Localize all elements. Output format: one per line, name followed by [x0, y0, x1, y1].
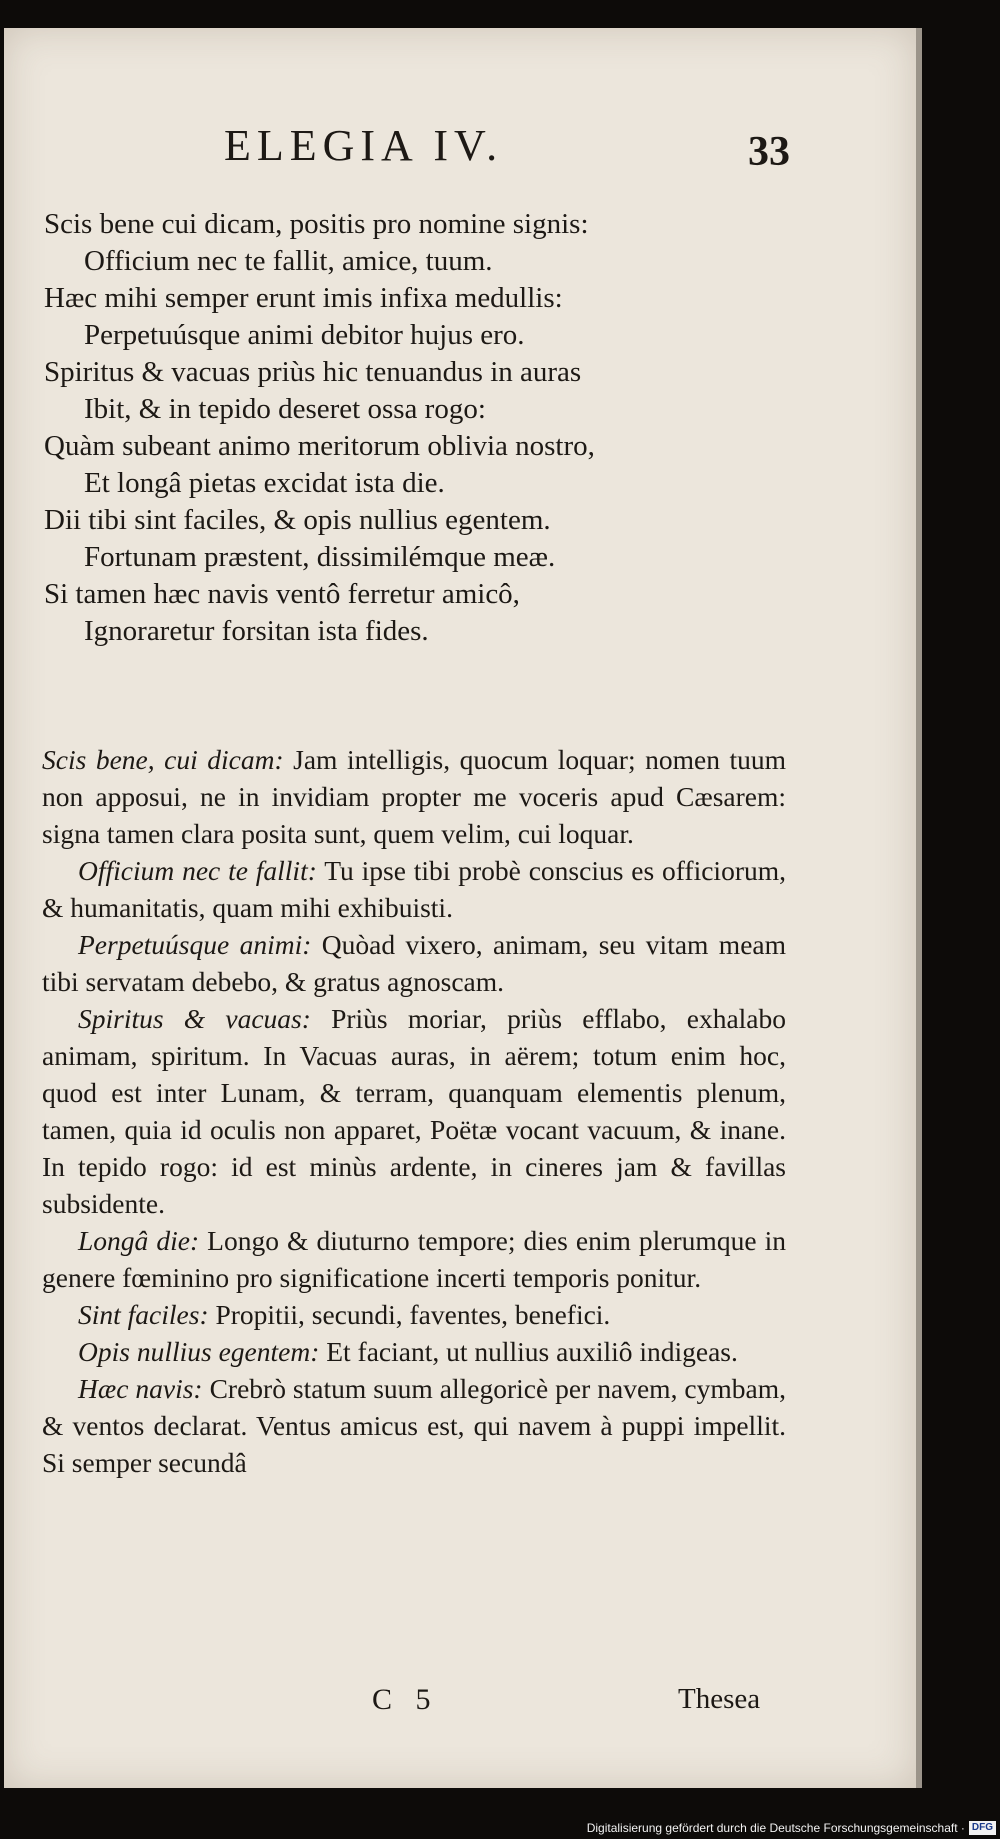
commentary-note: [42, 1333, 786, 1370]
note-lemma: Scis bene, cui dicam:: [42, 744, 284, 775]
verse-line: Hæc mihi semper erunt imis infixa medullis:: [44, 282, 563, 314]
note-text: Jam intelligis, quocum loquar; nomen tuum non apposui, ne in invidiam propter me voceris apud Cæsarem: signa tamen clara posita sunt, quem velim, cui loquar.: [42, 744, 787, 849]
verse-line: Fortunam præstent, dissimilémque meæ.: [84, 541, 556, 573]
commentary-note: [42, 926, 786, 1000]
digitization-credit: [587, 1819, 996, 1837]
note-lemma: Perpetuúsque animi:: [78, 929, 312, 960]
verse-line: Spiritus & vacuas priùs hic tenuandus in auras: [44, 356, 582, 388]
commentary-note: [42, 1000, 786, 1222]
verse-line: Officium nec te fallit, amice, tuum.: [84, 245, 493, 277]
page-footer: [4, 1683, 916, 1733]
catchword: Thesea: [678, 1683, 761, 1715]
note-text: Tu ipse tibi probè conscius es officiorum, & humanitatis, quam mihi exhibuisti.: [42, 855, 786, 923]
verse-line: Scis bene cui dicam, positis pro nomine signis:: [44, 208, 589, 240]
book-page: [4, 28, 916, 1788]
note-text: Et faciant, ut nullius auxiliô indigeas.: [326, 1336, 738, 1367]
note-text: Crebrò statum suum allegoricè per navem, cymbam, & ventos declarat. Ventus amicus est, qui navem à puppi impellit. Si semper secundâ: [42, 1373, 786, 1478]
credit-text: Digitalisierung gefördert durch die Deutsche Forschungsgemeinschaft ·: [586, 1821, 965, 1835]
verse-line: Perpetuúsque animi debitor hujus ero.: [84, 319, 525, 351]
running-title: ELEGIA IV.: [224, 121, 504, 170]
note-lemma: Longâ die:: [78, 1225, 200, 1256]
verse-line: Ibit, & in tepido deseret ossa rogo:: [84, 393, 486, 425]
signature-mark: C 5: [372, 1683, 439, 1716]
note-lemma: Spiritus & vacuas:: [78, 1003, 311, 1034]
poem-text: [44, 206, 904, 650]
verse-line: Si tamen hæc navis ventô ferretur amicô,: [44, 578, 520, 610]
commentary-note: [42, 1222, 786, 1296]
dfg-logo-icon: DFG: [969, 1821, 996, 1835]
page-edge: [916, 28, 922, 1788]
note-text: Propitii, secundi, faventes, benefici.: [215, 1299, 611, 1330]
note-text: Longo & diuturno tempore; dies enim plerumque in genere fœminino pro significatione incerti temporis ponitur.: [42, 1225, 786, 1293]
verse-line: Quàm subeant animo meritorum oblivia nostro,: [44, 430, 595, 462]
commentary-note: [42, 852, 786, 926]
commentary-note: [42, 741, 786, 852]
note-lemma: Opis nullius egentem:: [78, 1336, 320, 1367]
commentary-note: [42, 1296, 786, 1333]
page-header: [4, 100, 916, 180]
commentary-note: [42, 1370, 786, 1481]
note-text: Priùs moriar, priùs efflabo, exhalabo animam, spiritum. In Vacuas auras, in aërem; totum enim hoc, quod est inter Lunam, & terram, quanquam elementis plenum, tamen, quia id oculis non apparet, Poëtæ vocant vacuum, & inane. In tepido rogo: id est minùs ardente, in cineres jam & favillas subsidente.: [42, 1003, 787, 1219]
note-lemma: Hæc navis:: [78, 1373, 203, 1404]
note-lemma: Officium nec te fallit:: [78, 855, 317, 886]
page-number: 33: [748, 129, 790, 175]
verse-line: Et longâ pietas excidat ista die.: [84, 467, 445, 499]
note-lemma: Sint faciles:: [78, 1299, 209, 1330]
verse-line: Dii tibi sint faciles, & opis nullius egentem.: [44, 504, 551, 536]
note-text: Quòad vixero, animam, seu vitam meam tibi servatam debebo, & gratus agnoscam.: [42, 929, 786, 997]
commentary: [42, 741, 786, 1481]
verse-line: Ignoraretur forsitan ista fides.: [84, 615, 429, 647]
